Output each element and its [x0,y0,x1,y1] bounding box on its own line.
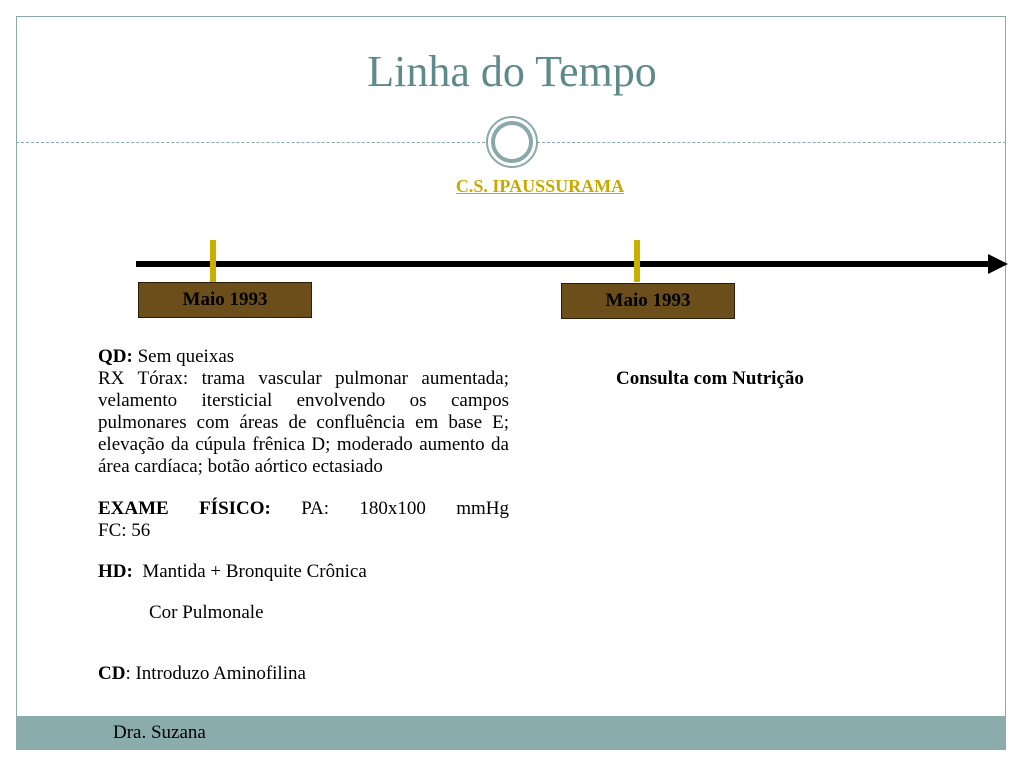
qd-text: Sem queixas [132,346,235,367]
rx-paragraph: RX Tórax: trama vascular pulmonar aumentada; velamento itersticial envolvendo os campos pulmonares com áreas de confluência em base E; elevação da cúpula frênica D; moderado aumento da área cardíaca; botão aórtico ectasiado [98,368,509,477]
nutrition-note: Consulta com Nutrição [616,368,804,389]
qd-line [98,346,509,368]
exame-line [98,498,509,520]
circle-ornament-icon [485,115,539,169]
exame-text: PA: 180x100 mmHg [301,498,509,519]
hd-extra-line: Cor Pulmonale [149,602,264,623]
qd-label: QD: [98,346,133,367]
slide-title: Linha do Tempo [367,47,657,96]
cd-text: : Introduzo Aminofilina [125,663,306,684]
timeline-tick-2 [634,240,640,282]
clinical-notes [98,346,509,685]
cd-line [98,663,509,685]
timeline-label-2: Maio 1993 [561,283,735,319]
footer-author: Dra. Suzana [113,722,206,743]
hd-label: HD: [98,561,133,582]
hd-line [98,561,509,583]
exame-label: EXAME FÍSICO: [98,498,271,519]
timeline-label-1: Maio 1993 [138,282,312,318]
cd-label: CD [98,663,126,684]
clinic-subtitle: C.S. IPAUSSURAMA [455,176,625,196]
timeline-tick-1 [210,240,216,282]
fc-line: FC: 56 [98,520,151,541]
timeline-arrowhead [988,254,1008,274]
hd-text: Mantida + Bronquite Crônica [142,561,367,582]
